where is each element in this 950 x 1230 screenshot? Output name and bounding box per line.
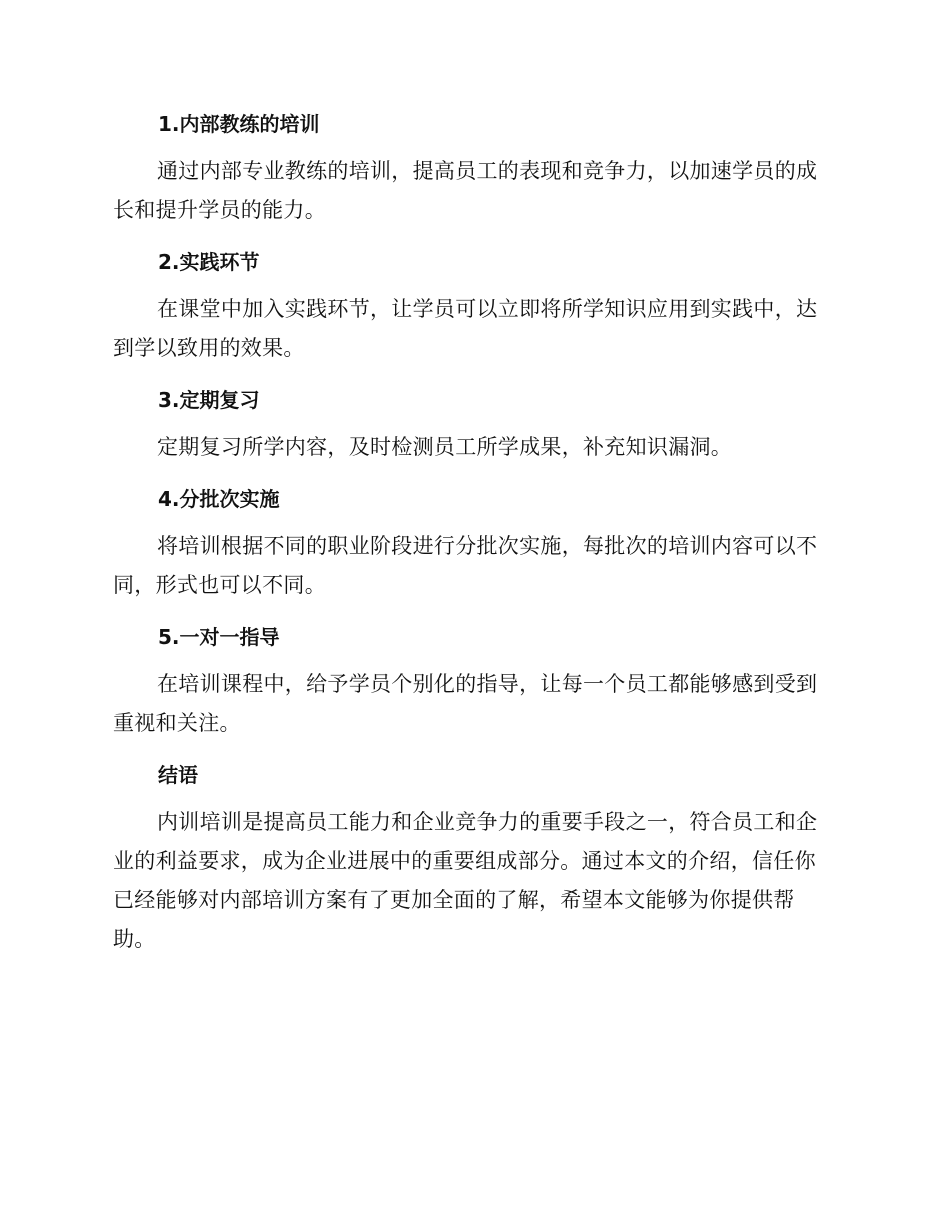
section-paragraph: 在课堂中加入实践环节，让学员可以立即将所学知识应用到实践中，达到学以致用的效果。 (113, 297, 818, 360)
section-4 (113, 485, 837, 623)
section-5 (113, 623, 837, 761)
section-heading: 2.实践环节 (158, 250, 260, 274)
section-heading: 5.一对一指导 (158, 625, 280, 649)
section-paragraph: 定期复习所学内容，及时检测员工所学成果，补充知识漏洞。 (157, 435, 733, 459)
conclusion-heading: 结语 (158, 763, 198, 787)
section-heading: 1.内部教练的培训 (158, 112, 320, 136)
section-paragraph: 在培训课程中，给予学员个别化的指导，让每一个员工都能够感到受到重视和关注。 (113, 672, 818, 735)
section-3 (113, 386, 837, 485)
section-2 (113, 248, 837, 386)
section-paragraph: 将培训根据不同的职业阶段进行分批次实施，每批次的培训内容可以不同，形式也可以不同。 (113, 534, 818, 597)
section-1 (113, 110, 837, 248)
section-heading: 3.定期复习 (158, 388, 260, 412)
section-heading: 4.分批次实施 (158, 487, 280, 511)
section-paragraph: 通过内部专业教练的培训，提高员工的表现和竞争力，以加速学员的成长和提升学员的能力。 (113, 159, 818, 222)
section-conclusion (113, 761, 837, 959)
conclusion-paragraph: 内训培训是提高员工能力和企业竞争力的重要手段之一，符合员工和企业的利益要求，成为企业进展中的重要组成部分。通过本文的介绍，信任你已经能够对内部培训方案有了更加全面的了解，希望本文能够为你提供帮助。 (113, 810, 818, 951)
